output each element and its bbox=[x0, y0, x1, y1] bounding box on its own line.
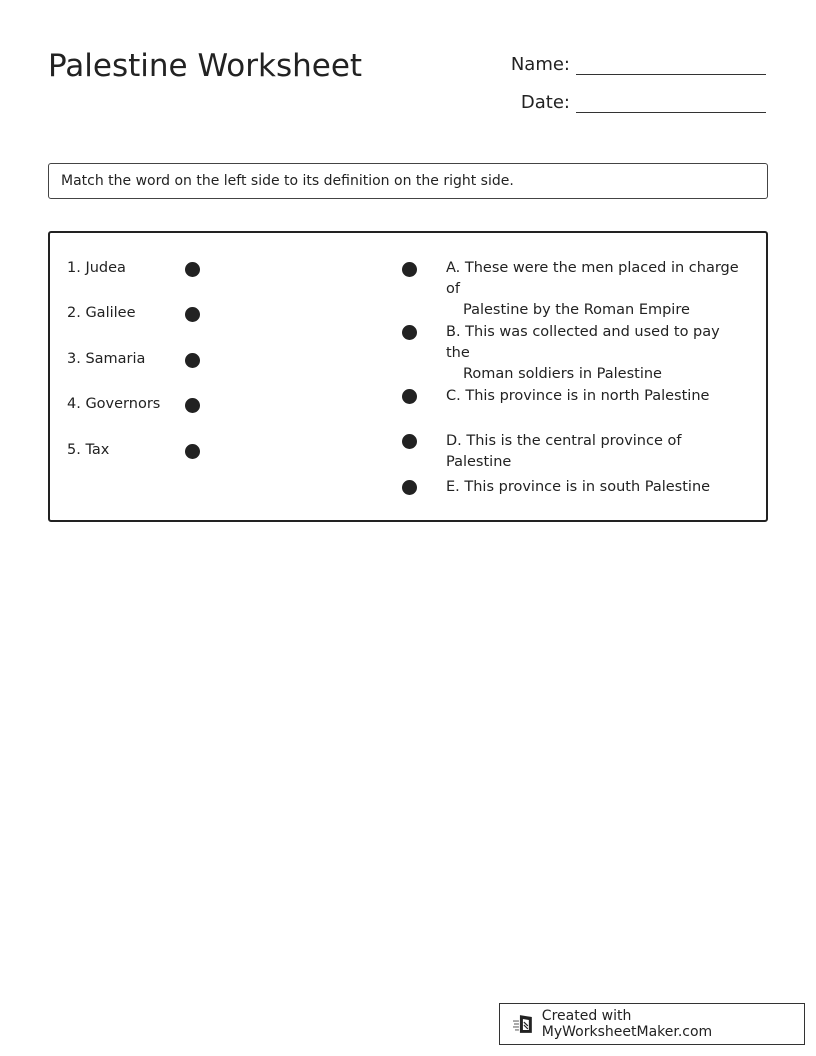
definition-item bbox=[446, 258, 746, 321]
definition-connector-dot[interactable] bbox=[402, 325, 417, 340]
definition-connector-dot[interactable] bbox=[402, 480, 417, 495]
word-connector-dot[interactable] bbox=[185, 444, 200, 459]
date-field bbox=[500, 90, 766, 113]
word-item: 5. Tax bbox=[67, 442, 110, 458]
definition-text-cont: Palestine by the Roman Empire bbox=[463, 302, 690, 318]
definition-item bbox=[446, 386, 746, 407]
word-connector-dot[interactable] bbox=[185, 307, 200, 322]
definition-item bbox=[446, 431, 746, 473]
name-input-line[interactable] bbox=[576, 52, 766, 75]
name-field bbox=[500, 52, 766, 75]
matching-box bbox=[48, 231, 768, 522]
definition-connector-dot[interactable] bbox=[402, 434, 417, 449]
definition-item bbox=[446, 477, 746, 498]
definition-item bbox=[446, 322, 746, 385]
footer-text: Created with MyWorksheetMaker.com bbox=[541, 1008, 713, 1040]
worksheet-maker-logo-icon bbox=[512, 1013, 536, 1035]
footer-credit[interactable] bbox=[499, 1003, 805, 1045]
word-connector-dot[interactable] bbox=[185, 353, 200, 368]
name-label: Name: bbox=[510, 54, 570, 75]
date-input-line[interactable] bbox=[576, 90, 766, 113]
word-item: 3. Samaria bbox=[67, 351, 146, 367]
definition-text: C. This province is in north Palestine bbox=[446, 388, 710, 404]
instructions-box bbox=[48, 163, 768, 199]
definition-text: B. This was collected and used to pay the bbox=[446, 324, 720, 361]
word-item: 1. Judea bbox=[67, 260, 126, 276]
date-label: Date: bbox=[520, 92, 570, 113]
word-item: 4. Governors bbox=[67, 396, 161, 412]
definition-text: D. This is the central province of Palestine bbox=[446, 433, 682, 470]
definition-connector-dot[interactable] bbox=[402, 389, 417, 404]
word-connector-dot[interactable] bbox=[185, 262, 200, 277]
word-item: 2. Galilee bbox=[67, 305, 136, 321]
definition-text-cont: Roman soldiers in Palestine bbox=[463, 366, 662, 382]
word-connector-dot[interactable] bbox=[185, 398, 200, 413]
page-title: Palestine Worksheet bbox=[48, 48, 363, 84]
definition-text: A. These were the men placed in charge of bbox=[446, 260, 739, 297]
instructions-text: Match the word on the left side to its definition on the right side. bbox=[61, 173, 514, 189]
definition-connector-dot[interactable] bbox=[402, 262, 417, 277]
definition-text: E. This province is in south Palestine bbox=[446, 479, 711, 495]
